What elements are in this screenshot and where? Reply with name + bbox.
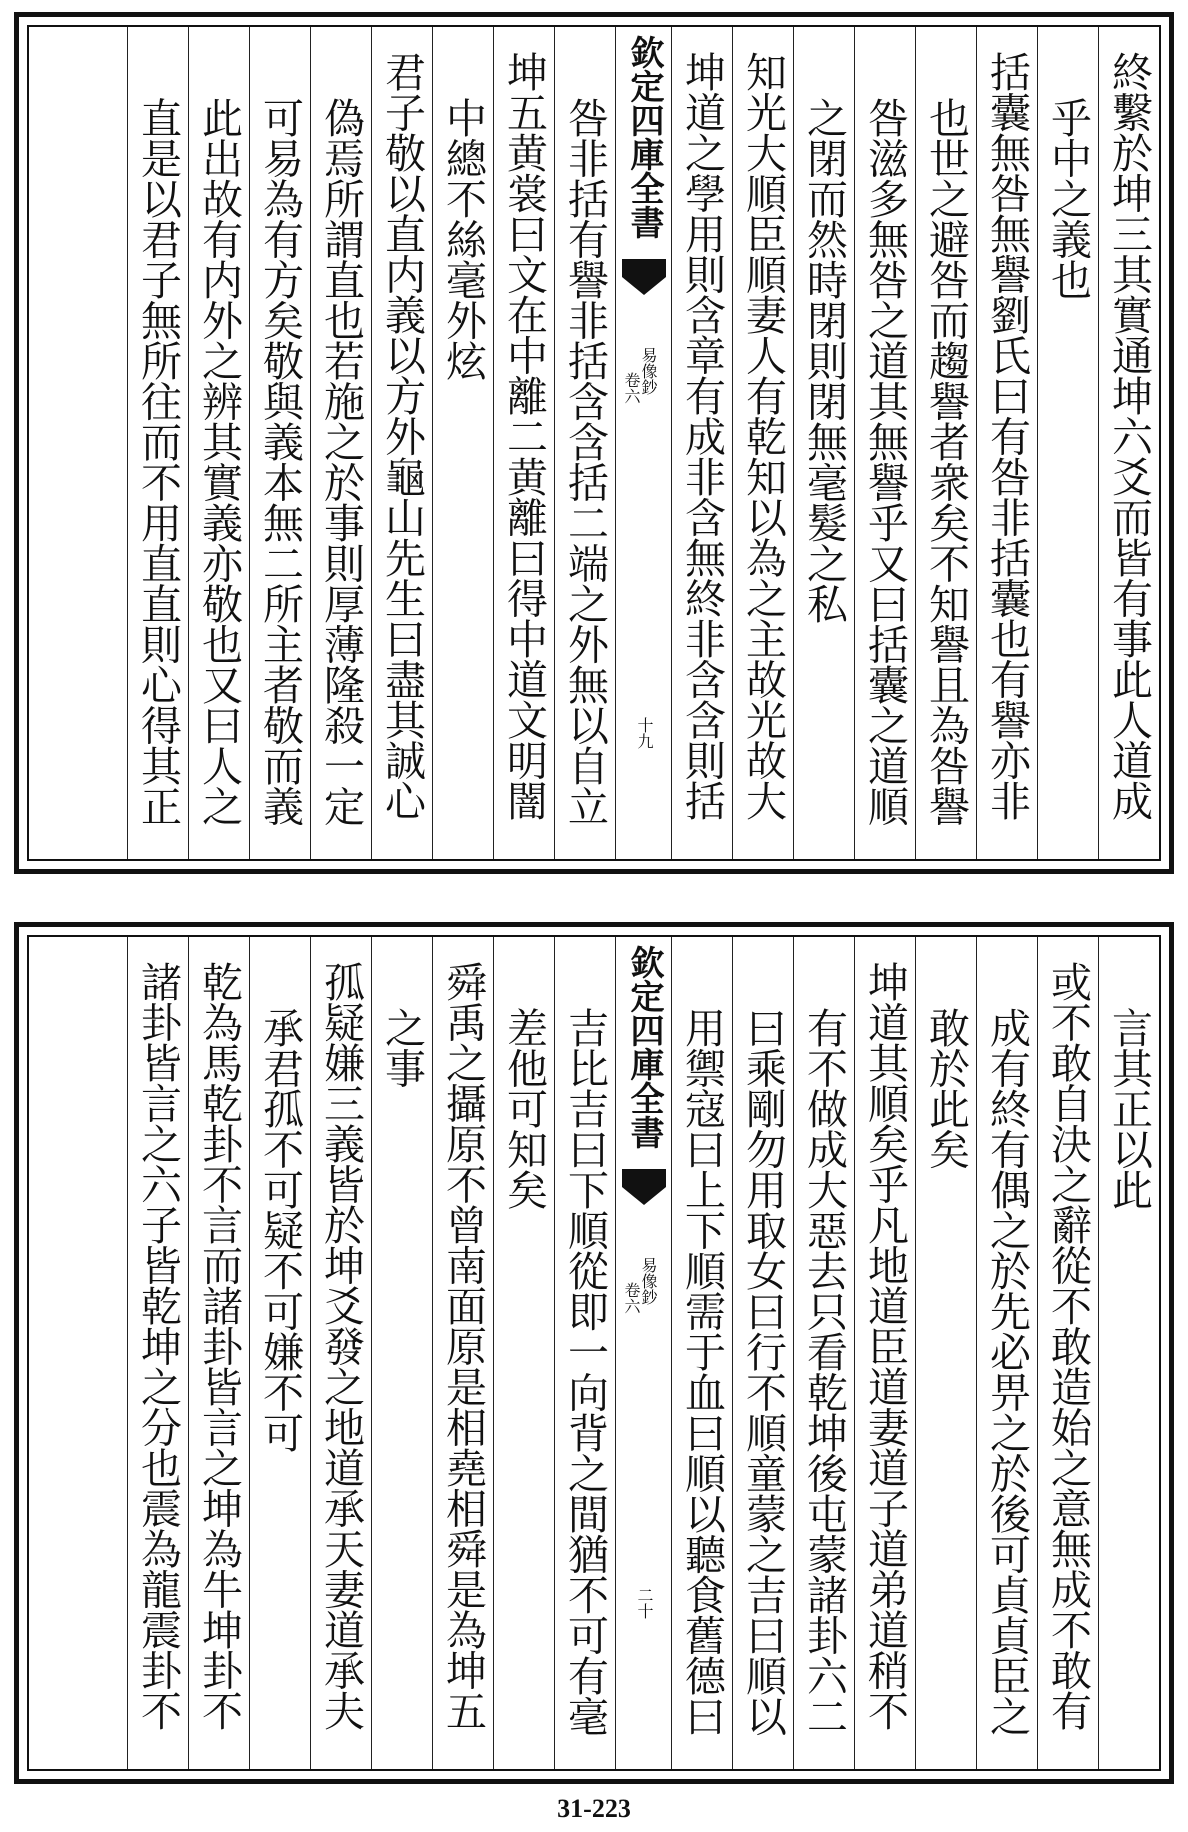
text-column: 之閉而然時閉則閉無毫髮之私 — [793, 27, 854, 859]
top-page — [14, 12, 1174, 874]
text-column: 之事 — [371, 937, 432, 1769]
text-column: 諸卦皆言之六子皆乾坤之分也震為龍震卦不 — [127, 937, 188, 1769]
text-column: 差他可知矣 — [493, 937, 554, 1769]
text-column: 言其正以此 — [1098, 937, 1159, 1769]
text-column: 括囊無咎無譽劉氏曰有咎非括囊也有譽亦非 — [976, 27, 1037, 859]
text-column: 可易為有方矣敬與義本無二所主者敬而義 — [249, 27, 310, 859]
text-column: 中總不絲毫外炫 — [432, 27, 493, 859]
center-banner — [615, 27, 671, 859]
text-column: 坤道其順矣乎凡地道臣道妻道子道弟道稍不 — [854, 937, 915, 1769]
text-column: 坤五黄裳曰文在中離二黄離曰得中道文明闇 — [493, 27, 554, 859]
banner-title: 欽定四庫全書 — [624, 35, 664, 239]
text-column: 或不敢自決之辭從不敢造始之意無成不敢有 — [1037, 937, 1098, 1769]
text-column: 此出故有内外之辨其實義亦敬也又曰人之 — [188, 27, 249, 859]
text-column: 也世之避咎而趨譽者衆矣不知譽且為咎譽 — [915, 27, 976, 859]
banner-book-title: 易像鈔 — [639, 1257, 658, 1305]
center-banner — [615, 937, 671, 1769]
banner-volume: 卷六 — [622, 1282, 641, 1314]
page-number: 31-223 — [557, 1794, 631, 1823]
text-column: 有不做成大惡去只看乾坤後屯蒙諸卦六二 — [793, 937, 854, 1769]
text-column: 曰乘剛勿用取女曰行不順童蒙之吉曰順以 — [732, 937, 793, 1769]
banner-volume: 卷六 — [622, 372, 641, 404]
text-column: 成有終有偶之於先必畀之於後可貞貞臣之 — [976, 937, 1037, 1769]
text-column: 坤道之學用則含章有成非含無終非含含則括 — [671, 27, 732, 859]
fish-tail-notch-icon — [622, 1187, 666, 1205]
fish-tail-notch-icon — [622, 277, 666, 295]
top-page-frame — [27, 25, 1161, 861]
bottom-page-columns — [29, 937, 1159, 1769]
top-page-columns — [29, 27, 1159, 859]
text-column: 孤疑嫌三義皆於坤爻發之地道承天妻道承夫 — [310, 937, 371, 1769]
text-column: 吉比吉曰下順從即一向背之間猶不可有毫 — [554, 937, 615, 1769]
banner-title: 欽定四庫全書 — [624, 945, 664, 1149]
text-column: 舜禹之攝原不曾南面原是相堯相舜是為坤五 — [432, 937, 493, 1769]
text-column: 乎中之義也 — [1037, 27, 1098, 859]
text-column: 終繫於坤三其實通坤六爻而皆有事此人道成 — [1098, 27, 1159, 859]
fish-tail-mark-icon — [622, 259, 666, 277]
fish-tail-mark-icon — [622, 1169, 666, 1187]
folio-number: 二十 — [635, 1587, 654, 1619]
banner-book-title: 易像鈔 — [639, 347, 658, 395]
text-column: 咎非括有譽非括含含括二端之外無以自立 — [554, 27, 615, 859]
text-column: 用禦寇曰上下順需于血曰順以聽食舊德曰 — [671, 937, 732, 1769]
text-column: 知光大順臣順妻人有乾知以為之主故光故大 — [732, 27, 793, 859]
text-column: 君子敬以直内義以方外龜山先生曰盡其誠心 — [371, 27, 432, 859]
bottom-page — [14, 922, 1174, 1784]
text-column: 敢於此矣 — [915, 937, 976, 1769]
text-column: 偽焉所謂直也若施之於事則厚薄隆殺一定 — [310, 27, 371, 859]
text-column: 乾為馬乾卦不言而諸卦皆言之坤為牛坤卦不 — [188, 937, 249, 1769]
text-column: 承君孤不可疑不可嫌不可 — [249, 937, 310, 1769]
bottom-page-frame — [27, 935, 1161, 1771]
folio-number: 十九 — [635, 717, 654, 749]
text-column: 咎滋多無咎之道其無譽乎又曰括囊之道順 — [854, 27, 915, 859]
text-column: 直是以君子無所往而不用直直則心得其正 — [127, 27, 188, 859]
